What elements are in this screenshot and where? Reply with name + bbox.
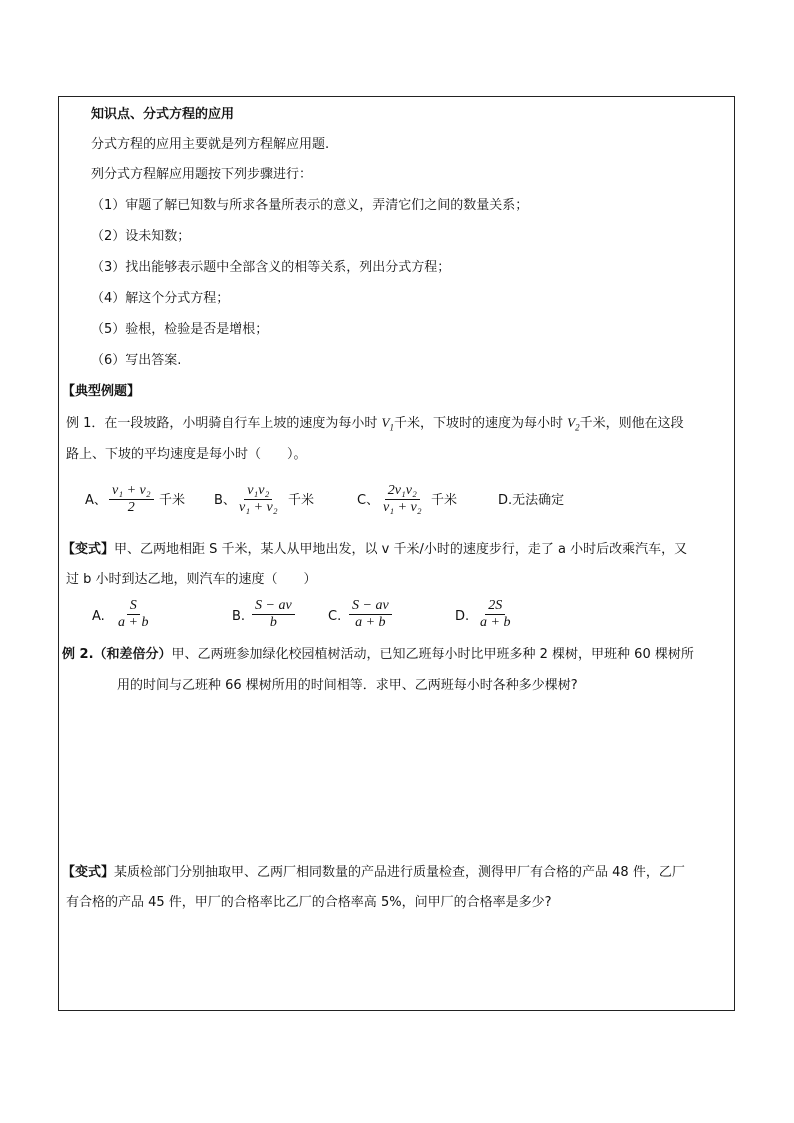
fraction-denominator: a + b: [480, 615, 511, 630]
example-1-text: 千米，下坡时的速度为每小时: [394, 416, 564, 431]
v2-symbol: V: [567, 415, 576, 430]
fraction-denominator: b: [269, 615, 277, 630]
option-a-label: A、: [85, 493, 107, 508]
examples-title: 【典型例题】: [62, 384, 141, 399]
variant-option-a-label: A.: [92, 609, 105, 624]
option-c-fraction: [380, 483, 425, 516]
option-a-unit: 千米: [159, 493, 186, 508]
v1-subscript: 1: [389, 422, 394, 433]
example-2-text: 甲、乙两班参加绿化校园植树活动，已知乙班每小时比甲班多种 2 棵树，甲班种 60 棵树所: [171, 647, 694, 662]
fraction-denominator: 2: [127, 500, 135, 515]
example-2-line-1: [62, 646, 694, 664]
v2-subscript: 2: [575, 422, 580, 433]
fraction-numerator: S − av: [252, 598, 295, 615]
option-c-label: C、: [357, 493, 380, 508]
variant-option-b-label: B.: [232, 609, 246, 624]
variant-2-text: 某质检部门分别抽取甲、乙两厂相同数量的产品进行质量检查，测得甲厂有合格的产品 48 件，乙厂: [114, 865, 685, 880]
step-item: （6）写出答案.: [91, 353, 182, 368]
variant-1-text: 甲、乙两地相距 S 千米，某人从甲地出发，以 v 千米/小时的速度步行，走了 a 小时后改乘汽车，又: [114, 542, 688, 557]
variant-option-c-fraction: [349, 598, 392, 631]
option-b-label: B、: [214, 493, 236, 508]
step-item: （5）验根，检验是否是增根；: [91, 322, 269, 337]
variant-option-d-fraction: [477, 598, 513, 631]
intro-steps-text: 列分式方程解应用题按下列步骤进行：: [91, 167, 313, 182]
variant-option-d-label: D.: [455, 609, 470, 624]
example-1-text: 例 1．在一段坡路，小明骑自行车上坡的速度为每小时: [66, 416, 378, 431]
example-1-text: 千米，则他在这段: [579, 416, 684, 431]
fraction-numerator: 2S: [485, 598, 505, 615]
fraction-denominator: a + b: [355, 615, 386, 630]
example-2-tag: 例 2.（和差倍分）: [62, 647, 172, 662]
fraction-numerator: 2v₁v₂: [385, 483, 420, 500]
example-2-line-2: 用的时间与乙班种 66 棵树所用的时间相等．求甲、乙两班每小时各种多少棵树?: [117, 678, 578, 693]
step-item: （3）找出能够表示题中全部含义的相等关系，列出分式方程；: [91, 260, 451, 275]
step-item: （1）审题了解已知数与所求各量所表示的意义，弄清它们之间的数量关系；: [91, 198, 529, 213]
variant-option-b-fraction: [252, 598, 295, 631]
variant-1-line-1: [62, 541, 687, 559]
option-b-fraction: [236, 483, 281, 516]
fraction-numerator: S − av: [349, 598, 392, 615]
fraction-numerator: v₁v₂: [244, 483, 272, 500]
option-d-text: D.无法确定: [498, 493, 565, 508]
option-a-fraction: [109, 483, 154, 516]
step-item: （2）设未知数；: [91, 229, 191, 244]
v1-symbol: V: [381, 415, 390, 430]
step-item: （4）解这个分式方程；: [91, 291, 230, 306]
fraction-denominator: v₁ + v₂: [239, 500, 278, 515]
variant-1-line-2: 过 b 小时到达乙地，则汽车的速度（ ）: [66, 572, 317, 587]
variant-2-line-2: 有合格的产品 45 件，甲厂的合格率比乙厂的合格率高 5%，问甲厂的合格率是多少?: [66, 895, 552, 910]
fraction-denominator: a + b: [118, 615, 149, 630]
intro-text: 分式方程的应用主要就是列方程解应用题.: [91, 137, 330, 152]
example-1-line-1: [66, 414, 684, 437]
fraction-numerator: S: [127, 598, 140, 615]
variant-option-a-fraction: [115, 598, 151, 631]
section-heading: 知识点、分式方程的应用: [91, 107, 235, 122]
fraction-numerator: v₁ + v₂: [109, 483, 154, 500]
variant-2-line-1: [62, 864, 685, 882]
variant-option-c-label: C.: [328, 609, 342, 624]
fraction-denominator: v₁ + v₂: [383, 500, 422, 515]
option-b-unit: 千米: [288, 493, 315, 508]
example-1-line-2: 路上、下坡的平均速度是每小时（ ）。: [66, 447, 307, 462]
variant-tag: 【变式】: [62, 542, 115, 557]
variant-tag: 【变式】: [62, 865, 115, 880]
option-c-unit: 千米: [431, 493, 458, 508]
